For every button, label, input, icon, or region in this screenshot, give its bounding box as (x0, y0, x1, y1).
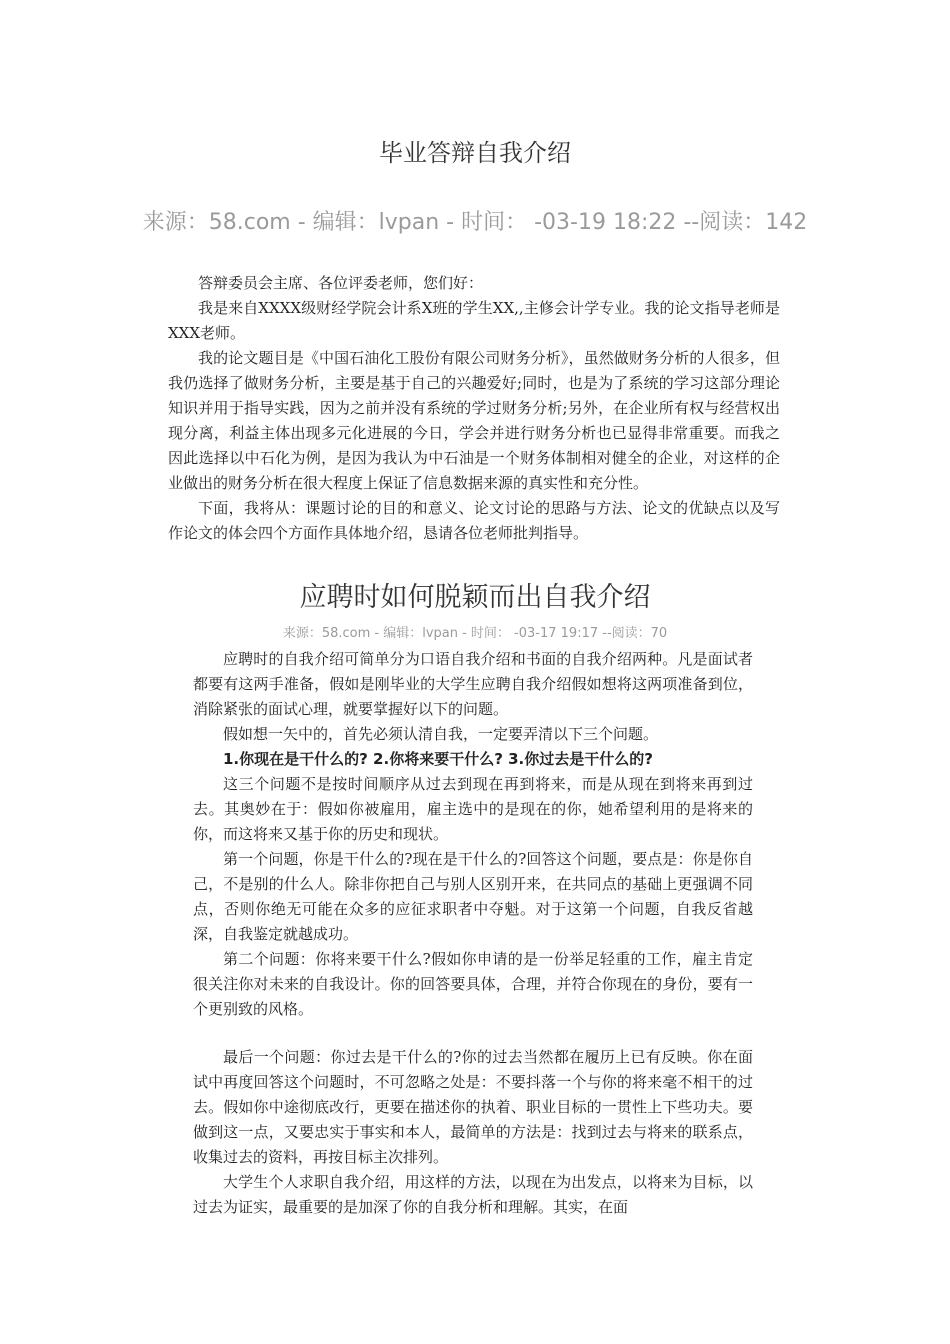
paragraph: 我是来自XXXX级财经学院会计系X班的学生XX,,主修会计学专业。我的论文指导老师是XXX老师。 (168, 299, 780, 342)
paragraph: 这三个问题不是按时间顺序从过去到现在再到将来，而是从现在到将来再到过去。其奥妙在于：假如你被雇用，雇主选中的是现在的你，她希望利用的是将来的你，而这将来又基于你的历史和现状。 (193, 775, 753, 843)
paragraph: 第二个问题：你将来要干什么?假如你申请的是一份举足轻重的工作，雇主肯定很关注你对未来的自我设计。你的回答要具体，合理，并符合你现在的身份，要有一个更别致的风格。 (193, 950, 753, 1018)
paragraph: 应聘时的自我介绍可简单分为口语自我介绍和书面的自我介绍两种。凡是面试者都要有这两手准备，假如是刚毕业的大学生应聘自我介绍假如想将这两项准备到位，消除紧张的面试心理，就要掌握好以下的问题。 (193, 650, 753, 718)
paragraph-gap (193, 1022, 753, 1045)
article-1-meta: 来源：58.com - 编辑：lvpan - 时间： -03-19 18:22 --阅读：142 (142, 210, 808, 235)
paragraph: 大学生个人求职自我介绍，用这样的方法，以现在为出发点，以将来为目标，以过去为证实，最重要的是加深了你的自我分析和理解。其实，在面 (193, 1173, 753, 1216)
paragraph: 下面，我将从：课题讨论的目的和意义、论文讨论的思路与方法、论文的优缺点以及写作论文的体会四个方面作具体地介绍，恳请各位老师批判指导。 (168, 499, 780, 542)
paragraph: 最后一个问题：你过去是干什么的?你的过去当然都在履历上已有反映。你在面试中再度回答这个问题时，不可忽略之处是：不要抖落一个与你的将来毫不相干的过去。假如你中途彻底改行，更要在描述你的执着、职业目标的一贯性上下些功夫。要做到这一点，又要忠实于事实和本人，最简单的方法是：找到过去与将来的联系点，收集过去的资料，再按目标主次排列。 (193, 1048, 753, 1166)
paragraph: 第一个问题，你是干什么的?现在是干什么的?回答这个问题，要点是：你是你自己，不是别的什么人。除非你把自己与别人区别开来，在共同点的基础上更强调不同点，否则你绝无可能在众多的应征求职者中夺魁。对于这第一个问题，自我反省越深，自我鉴定就越成功。 (193, 850, 753, 943)
question-list: 1.你现在是干什么的? 2.你将来要干什么? 3.你过去是干什么的? (223, 750, 653, 768)
article-1-body (168, 271, 780, 546)
paragraph: 假如想一矢中的，首先必须认清自我，一定要弄清以下三个问题。 (223, 725, 659, 743)
article-2-body (193, 647, 753, 1220)
article-1-title: 毕业答辩自我介绍 (379, 139, 571, 167)
paragraph: 我的论文题目是《中国石油化工股份有限公司财务分析》，虽然做财务分析的人很多，但我仍选择了做财务分析，主要是基于自己的兴趣爱好;同时，也是为了系统的学习这部分理论知识并用于指导实践，因为之前并没有系统的学过财务分析;另外，在企业所有权与经营权出现分离，利益主体出现多元化进展的今日，学会并进行财务分析也已显得非常重要。而我之因此选择以中石化为例，是因为我认为中石油是一个财务体制相对健全的企业，对这样的企业做出的财务分析在很大程度上保证了信息数据来源的真实性和充分性。 (168, 349, 780, 492)
paragraph: 答辩委员会主席、各位评委老师，您们好： (198, 274, 484, 292)
article-2-meta: 来源：58.com - 编辑：lvpan - 时间： -03-17 19:17 --阅读：70 (282, 626, 668, 641)
article-2-title: 应聘时如何脱颖而出自我介绍 (299, 582, 651, 613)
